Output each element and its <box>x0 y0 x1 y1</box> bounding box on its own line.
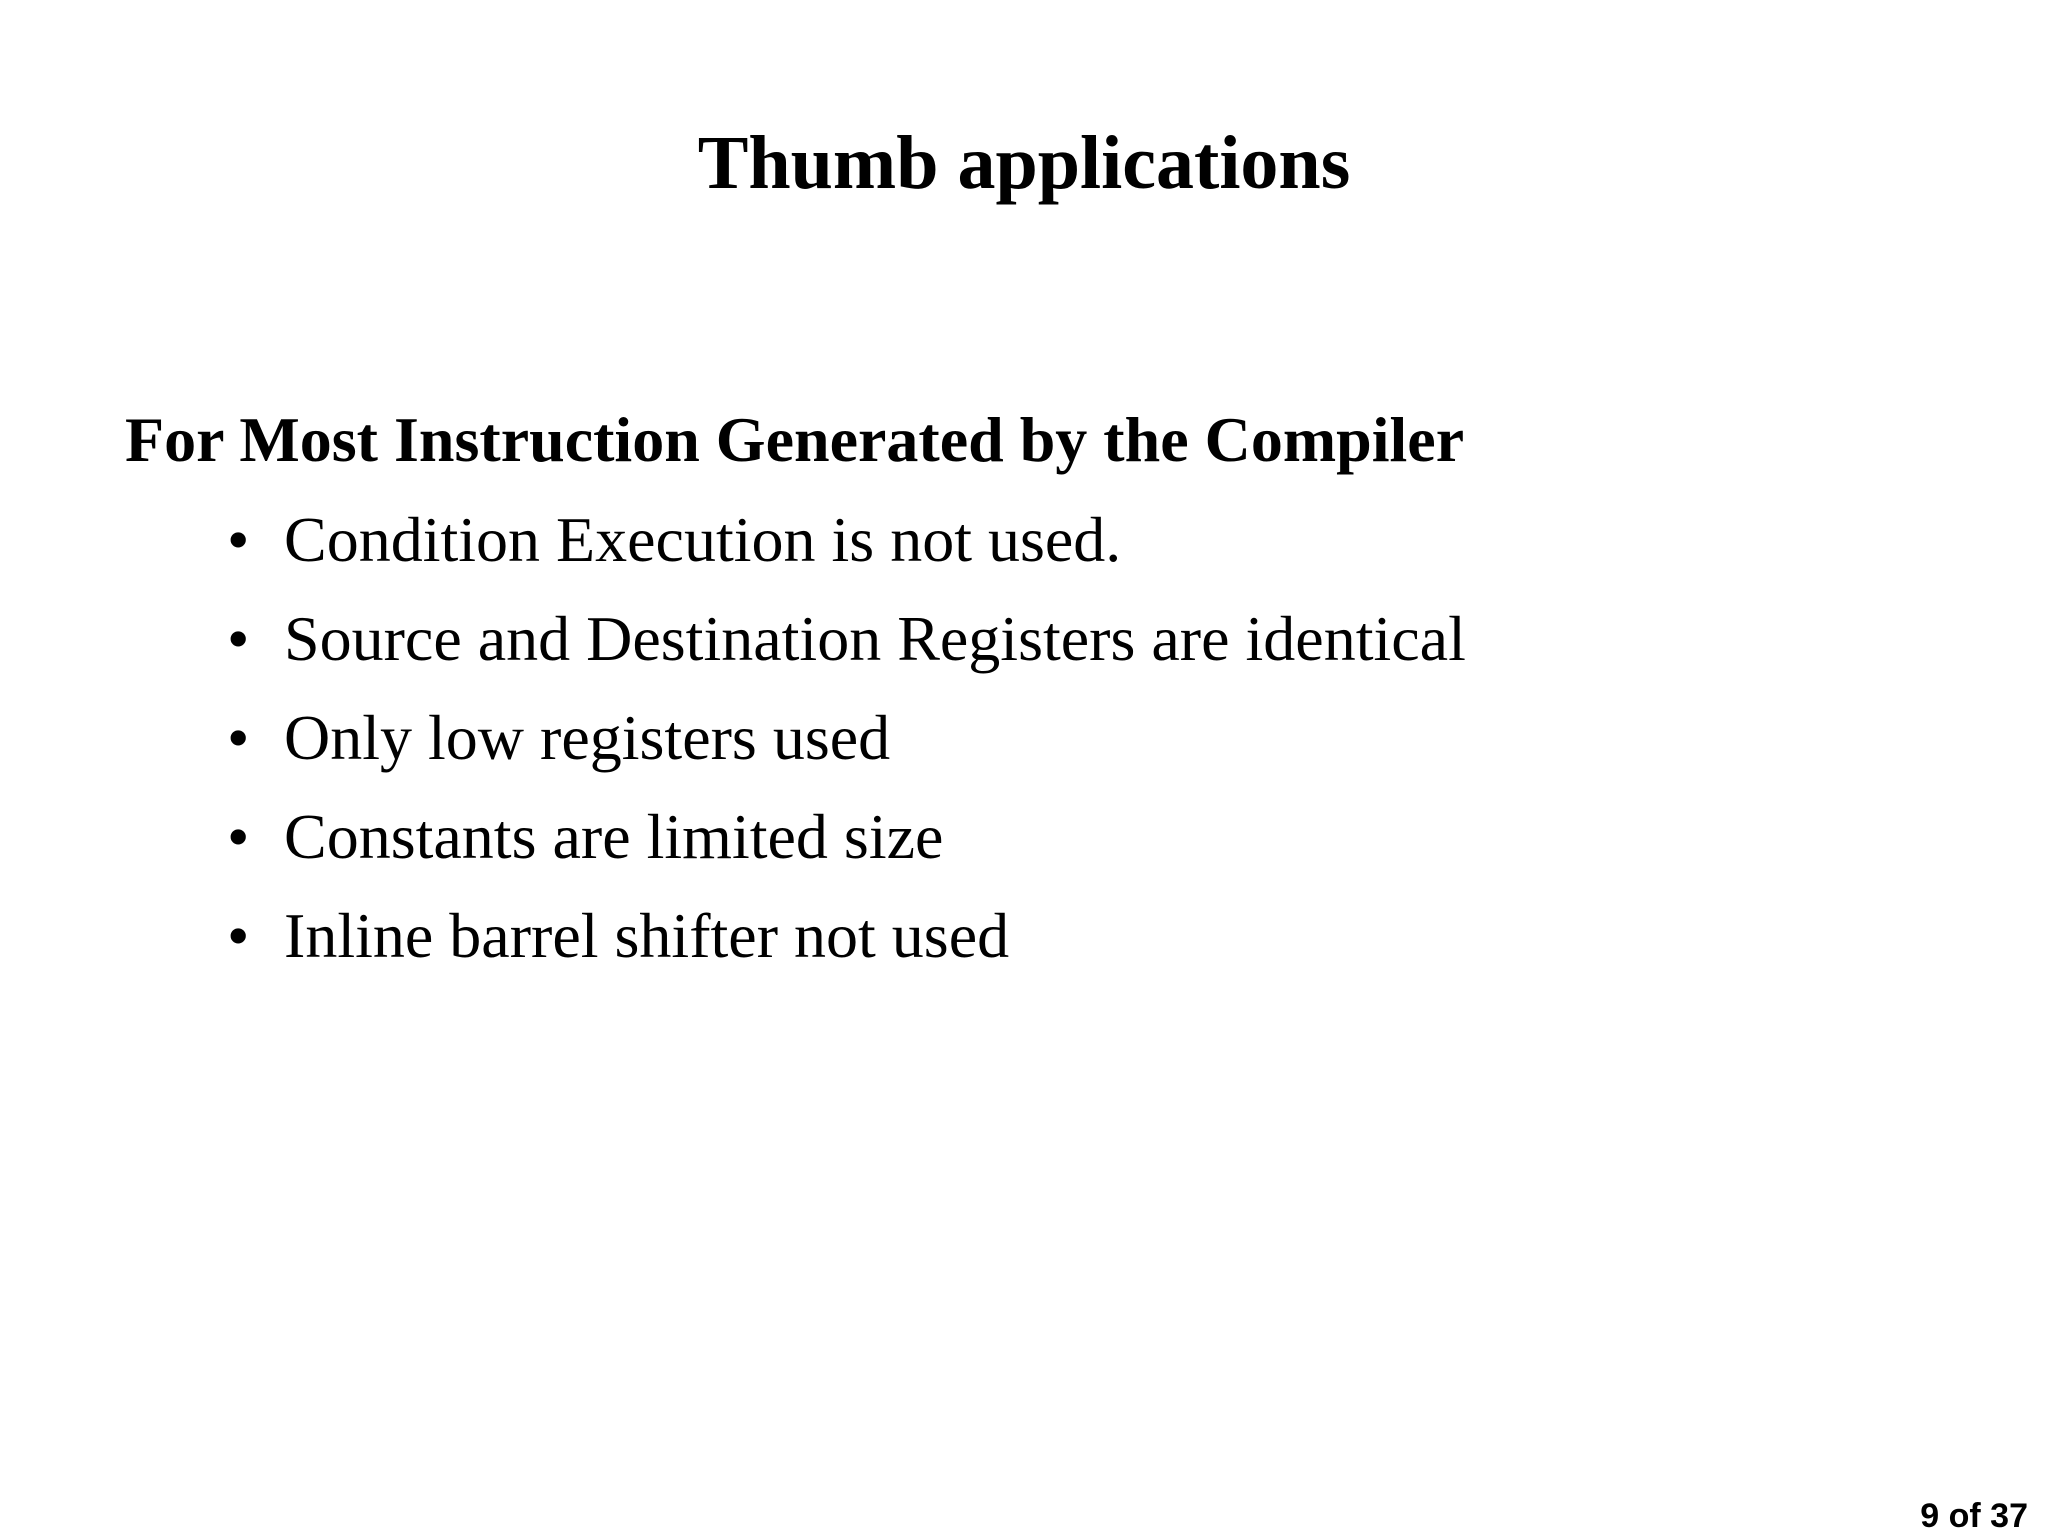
section-heading: For Most Instruction Generated by the Compiler <box>125 404 1465 475</box>
bullet-icon: • <box>227 900 250 971</box>
bullet-text: Source and Destination Registers are identical <box>284 603 1466 674</box>
bullet-text: Only low registers used <box>284 702 891 773</box>
bullet-text: Condition Execution is not used. <box>284 504 1122 575</box>
slide-title: Thumb applications <box>697 121 1351 205</box>
bullet-icon: • <box>227 603 250 674</box>
bullet-text: Inline barrel shifter not used <box>284 900 1010 971</box>
bullet-icon: • <box>227 504 250 575</box>
page-number: 9 of 37 <box>1920 1497 2028 1535</box>
bullet-text: Constants are limited size <box>284 801 944 872</box>
bullet-icon: • <box>227 702 250 773</box>
bullet-icon: • <box>227 801 250 872</box>
